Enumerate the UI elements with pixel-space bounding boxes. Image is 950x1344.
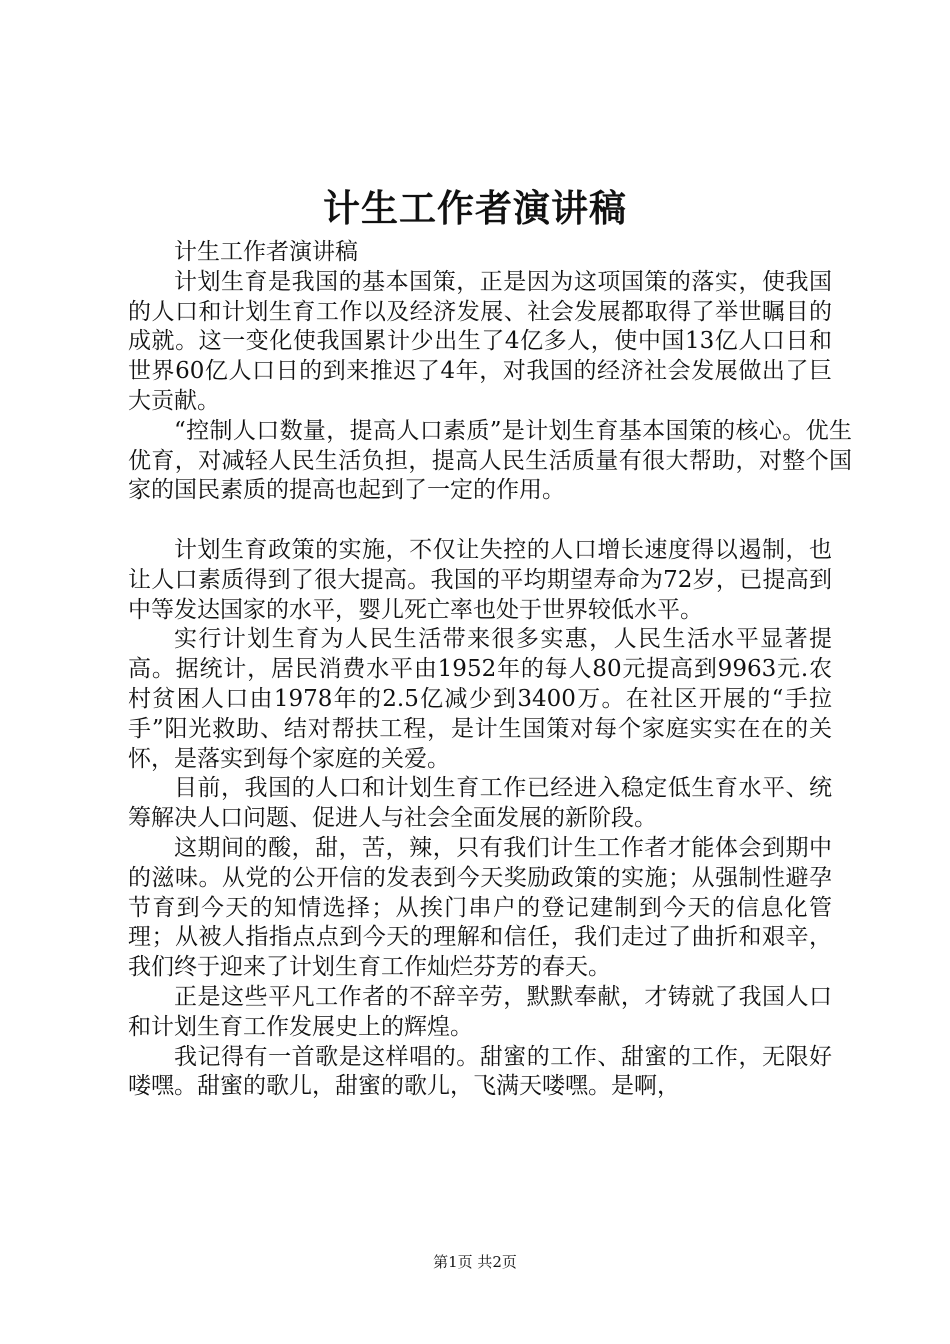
document-title: 计生工作者演讲稿 bbox=[323, 186, 627, 230]
paragraph: 这期间的酸，甜，苦，辣，只有我们计生工作者才能体会到期中的滋味。从党的公开信的发表到今天奖励政策的实施；从强制性避孕节育到今天的知情选择；从挨门串户的登记建制到今天的信息化管理；从被人指指点点到今天的理解和信任，我们走过了曲折和艰辛，我们终于迎来了计划生育工作灿烂芬芳的春天。 bbox=[128, 834, 832, 981]
document-body bbox=[128, 238, 852, 1102]
paragraph: 目前，我国的人口和计划生育工作已经进入稳定低生育水平、统筹解决人口问题、促进人与社会全面发展的新阶段。 bbox=[128, 775, 832, 832]
paragraph: 计划生育是我国的基本国策，正是因为这项国策的落实，使我国的人口和计划生育工作以及经济发展、社会发展都取得了举世瞩目的成就。这一变化使我国累计少出生了4亿多人，使中国13亿人口日和世界60亿人口日的到来推迟了4年，对我国的经济社会发展做出了巨大贡献。 bbox=[128, 268, 832, 414]
paragraph: 我记得有一首歌是这样唱的。甜蜜的工作、甜蜜的工作，无限好喽嘿。甜蜜的歌儿，甜蜜的歌儿，飞满天喽嘿。是啊， bbox=[128, 1043, 832, 1100]
paragraph: “控制人口数量，提高人口素质”是计划生育基本国策的核心。优生优育，对减轻人民生活负担，提高人民生活质量有很大帮助，对整个国家的国民素质的提高也起到了一定的作用。 bbox=[128, 417, 852, 504]
paragraph: 计生工作者演讲稿 bbox=[174, 239, 358, 265]
page-indicator: 第1页 共2页 bbox=[433, 1253, 517, 1271]
paragraph-spacer bbox=[128, 506, 832, 536]
paragraph: 计划生育政策的实施，不仅让失控的人口增长速度得以遏制，也让人口素质得到了很大提高。我国的平均期望寿命为72岁，已提高到中等发达国家的水平，婴儿死亡率也处于世界较低水平。 bbox=[128, 536, 832, 623]
paragraph: 实行计划生育为人民生活带来很多实惠，人民生活水平显著提高。据统计，居民消费水平由1952年的每人80元提高到9963元.农村贫困人口由1978年的2.5亿减少到3400万。在社区开展的“手拉手”阳光救助、结对帮扶工程，是计生国策对每个家庭实实在在的关怀，是落实到每个家庭的关爱。 bbox=[128, 626, 832, 772]
paragraph: 正是这些平凡工作者的不辞辛劳，默默奉献，才铸就了我国人口和计划生育工作发展史上的辉煌。 bbox=[128, 983, 832, 1040]
